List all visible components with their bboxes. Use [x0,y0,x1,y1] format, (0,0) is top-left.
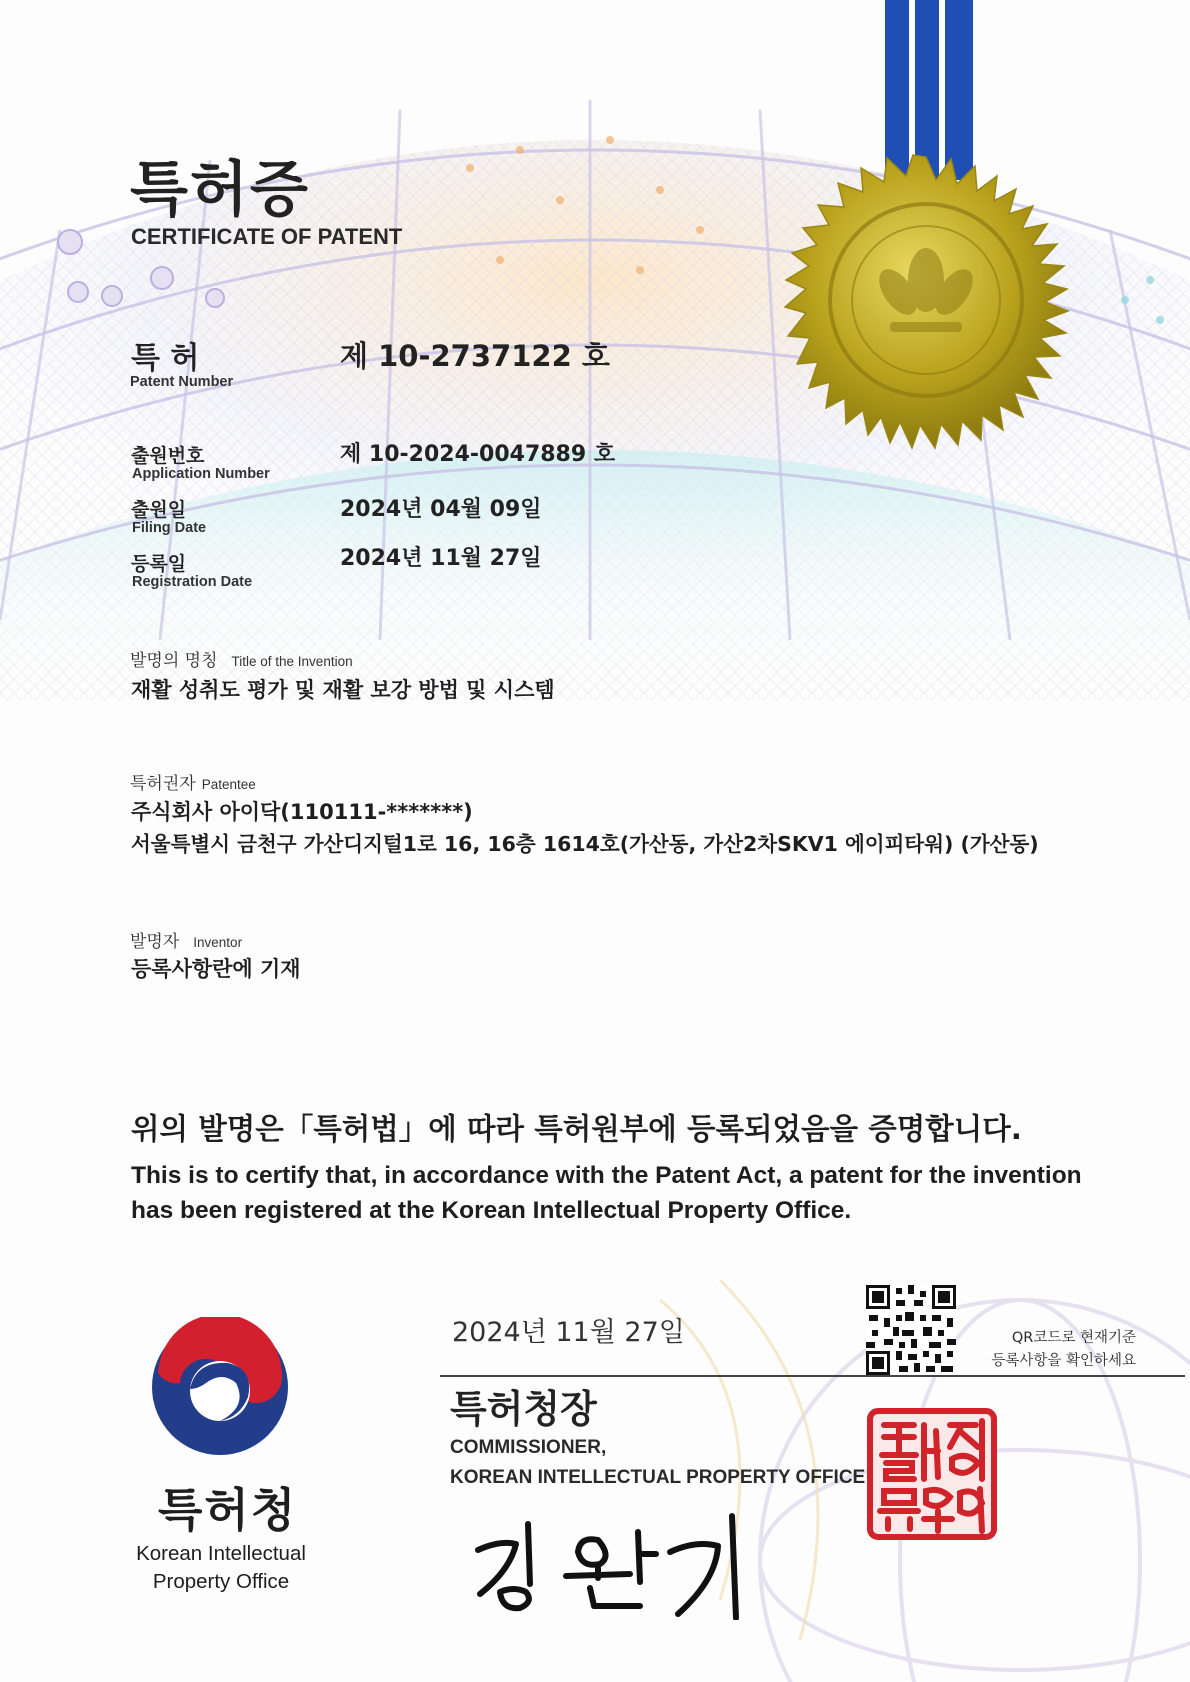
patentee-label-en: Patentee [201,777,256,792]
commissioner-title-en [450,1433,865,1493]
inventor-label [130,927,242,952]
kipo-taegeuk-logo [150,1317,290,1457]
registration-date-value: 2024년 11월 27일 [340,546,542,571]
office-name-ko: 특허청 [158,1483,298,1537]
inventor-label-en: Inventor [193,935,243,950]
patent-number-label-ko: 특 허 [131,341,200,376]
commissioner-title-en-line2: KOREAN INTELLECTUAL PROPERTY OFFICE [450,1467,866,1488]
filing-date-label-ko: 출원일 [131,499,187,521]
inventor-value: 등록사항란에 기재 [131,957,301,981]
commissioner-signature [470,1510,770,1620]
patentee-name: 주식회사 아이닥(110111-*******) [131,800,473,824]
registration-date-label-en: Registration Date [132,574,253,590]
patentee-label-ko: 특허권자 [130,774,196,794]
office-name-en [110,1540,332,1596]
certificate-title-ko: 특허증 [130,155,310,225]
filing-date-label-en: Filing Date [132,520,207,536]
commissioner-title-ko: 특허청장 [450,1387,597,1431]
certification-statement-ko: 위의 발명은「특허법」에 따라 특허원부에 등록되었음을 증명합니다. [131,1112,1022,1146]
invention-label-ko: 발명의 명칭 [130,651,218,671]
issue-date: 2024년 11월 27일 [452,1317,685,1348]
patentee-address: 서울특별시 금천구 가산디지털1로 16, 16층 1614호(가산동, 가산2차SKV1 에이피타워) (가산동) [131,832,1039,856]
certificate-title-en: CERTIFICATE OF PATENT [131,224,403,249]
patent-number-value: 제 10-2737122 호 [340,339,610,373]
qr-note [960,1327,1136,1373]
official-seal-stamp [866,1407,998,1541]
commissioner-title-en-line1: COMMISSIONER, [450,1437,607,1458]
office-name-en-line1: Korean Intellectual [136,1542,306,1565]
inventor-label-ko: 발명자 [130,932,180,952]
filing-date-value: 2024년 04월 09일 [340,497,542,522]
patentee-label [130,769,256,794]
application-number-value: 제 10-2024-0047889 호 [340,442,616,467]
application-number-label-en: Application Number [132,466,270,482]
qr-note-line1: QR코드로 현재기준 [1011,1330,1136,1346]
office-name-en-line2: Property Office [152,1570,290,1593]
application-number-label-ko: 출원번호 [131,445,205,467]
patent-number-label-en: Patent Number [130,374,234,390]
registration-date-label-ko: 등록일 [131,553,187,575]
certification-statement-en: This is to certify that, in accordance with the Patent Act, a patent for the invention has been registered at the Korean Intellectual Property Office. [131,1162,1082,1224]
signature-divider [440,1375,1185,1377]
qr-code [866,1285,956,1375]
ribbon [885,0,973,180]
invention-label-en: Title of the Invention [231,654,353,669]
invention-title-value: 재활 성취도 평가 및 재활 보강 방법 및 시스템 [131,678,555,702]
invention-label [130,646,353,671]
qr-note-line2: 등록사항을 확인하세요 [991,1353,1136,1369]
